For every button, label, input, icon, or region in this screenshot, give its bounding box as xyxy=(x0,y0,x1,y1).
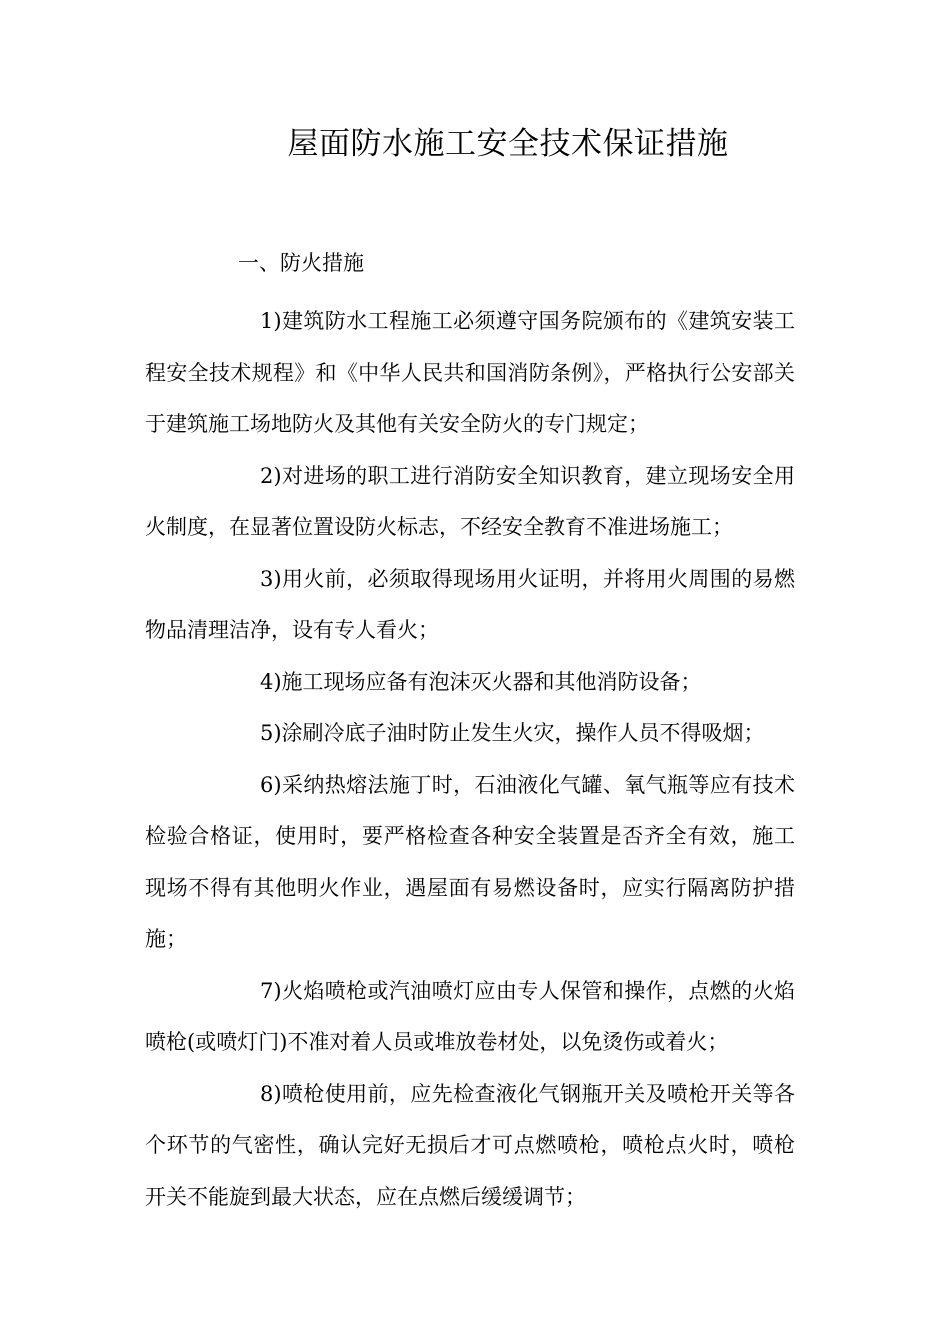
document-title: 屋面防水施工安全技术保证措施 xyxy=(287,126,729,162)
paragraph-5: 5)涂刷冷底子油时防止发生火灾，操作人员不得吸烟； xyxy=(260,721,765,745)
paragraph-3: 3)用火前，必须取得现场用火证明，并将用火周围的易燃物品清理洁净，设有专人看火； xyxy=(145,566,795,642)
paragraph-8: 8)喷枪使用前，应先检查液化气钢瓶开关及喷枪开关等各个环节的气密性，确认完好无损后才可点燃喷枪，喷枪点火时，喷枪开关不能旋到最大状态，应在点燃后缓缓调节； xyxy=(145,1081,795,1209)
section-body xyxy=(145,296,795,1223)
paragraph-1: 1)建筑防水工程施工必须遵守国务院颁布的《建筑安装工程安全技术规程》和《中华人民共和国消防条例》，严格执行公安部关于建筑施工场地防火及其他有关安全防火的专门规定； xyxy=(145,309,795,436)
paragraph-4: 4)施工现场应备有泡沫灭火器和其他消防设备； xyxy=(260,669,702,694)
paragraph-6: 6)采纳热熔法施丁时，石油液化气罐、氧气瓶等应有技术检验合格证，使用时，要严格检查各种安全装置是否齐全有效，施工现场不得有其他明火作业，遇屋面有易燃设备时，应实行隔离防护措施； xyxy=(145,772,795,951)
paragraph-7: 7)火焰喷枪或汽油喷灯应由专人保管和操作，点燃的火焰喷枪(或喷灯门)不准对着人员或堆放卷材处，以免烫伤或着火； xyxy=(145,978,795,1054)
paragraph-2: 2)对进场的职工进行消防安全知识教育，建立现场安全用火制度，在显著位置设防火标志，不经安全教育不准进场施工； xyxy=(145,463,795,539)
section-heading: 一、防火措施 xyxy=(238,251,364,275)
